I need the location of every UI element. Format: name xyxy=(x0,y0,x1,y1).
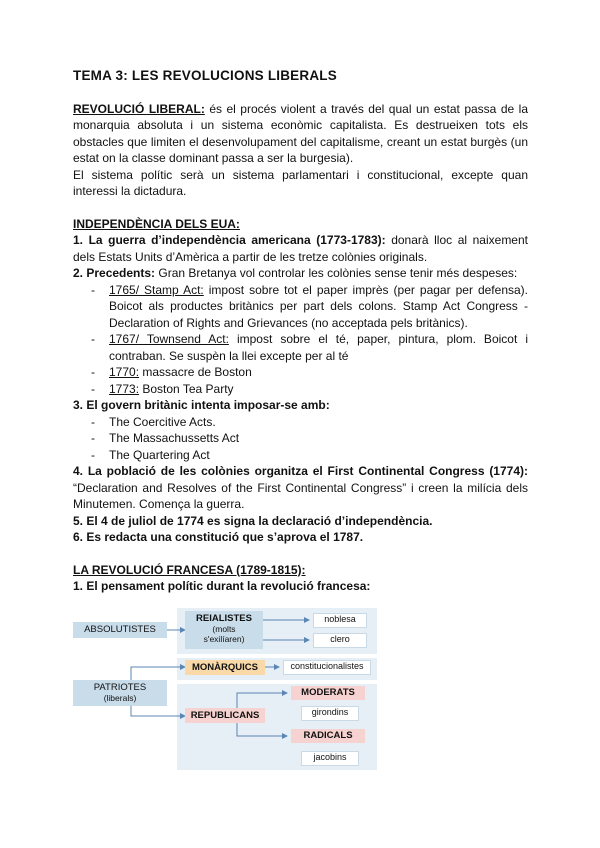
precedent-date: 1767/ Townsend Act: xyxy=(109,332,229,346)
liberal-term: REVOLUCIÓ LIBERAL: xyxy=(73,101,205,116)
usa-item-1-text: donarà lloc al naixement dels Estats Units d’Amèrica a partir de les tretze colònies originals. xyxy=(73,233,528,264)
usa-item-1-bold: 1. La guerra d’independència americana (1773-1783): xyxy=(73,233,386,247)
clero-box: clero xyxy=(313,633,367,648)
reialistes-note: (molts s'exilíaren) xyxy=(203,624,245,644)
absolutistes-box: ABSOLUTISTES xyxy=(73,622,167,638)
jacobins-box: jacobins xyxy=(301,751,359,766)
section-french-revolution xyxy=(73,562,528,595)
list-item xyxy=(73,282,528,332)
usa-item-5: 5. El 4 de juliol de 1774 es signa la declaració d’independència. xyxy=(73,513,433,528)
patriotes-label: PATRIOTES xyxy=(93,682,147,693)
usa-item-3: 3. El govern britànic intenta imposar-se amb: xyxy=(73,398,330,412)
list-item xyxy=(73,364,528,381)
precedent-text: impost sobre tot el paper imprès (per pagar per defensa). Boicot als productes britànics per part dels colons. Stamp Act Congress - Declaration of Rights and Grievances (no acceptada pels britànics). xyxy=(109,282,528,330)
liberal-definition xyxy=(73,101,528,167)
usa-item-2 xyxy=(73,265,528,282)
radicals-box: RADICALS xyxy=(291,729,365,743)
acts-list xyxy=(73,414,528,464)
arrow-patriotes-monarquics xyxy=(131,667,185,680)
precedent-text: massacre de Boston xyxy=(139,365,252,379)
list-item xyxy=(73,381,528,398)
constitucionalistes-box: constitucionalistes xyxy=(283,660,371,675)
precedents-list xyxy=(73,282,528,398)
page-title: TEMA 3: LES REVOLUCIONS LIBERALS xyxy=(73,68,337,83)
section-liberal-revolution xyxy=(73,101,528,200)
girondins-box: girondins xyxy=(301,706,359,721)
list-item: - The Quartering Act xyxy=(73,447,528,464)
usa-heading: INDEPENDÈNCIA DELS EUA: xyxy=(73,216,240,231)
list-item: - The Massachussetts Act xyxy=(73,430,528,447)
usa-item-4 xyxy=(73,463,528,513)
usa-item-1 xyxy=(73,232,528,265)
list-item xyxy=(73,331,528,364)
noblesa-box: noblesa xyxy=(313,613,367,628)
usa-item-6: 6. Es redacta una constitució que s’aprova el 1787. xyxy=(73,530,364,544)
precedent-date: 1770: xyxy=(109,365,140,379)
liberal-text: és el procés violent a través del qual un estat passa de la monarquia absoluta i un sistema econòmic capitalista. Es destrueixen tots els obstacles que limiten el desenvolupament del capitalisme, creant un estat burgès (un estat on la classe dominant passa a ser la burgesia). xyxy=(73,101,529,165)
reialistes-label: REIALISTES xyxy=(196,613,252,624)
monarquics-box: MONÀRQUICS xyxy=(185,660,265,675)
usa-item-2-text: Gran Bretanya vol controlar les colònies sense tenir més despeses: xyxy=(155,266,518,280)
list-item: - The Coercitive Acts. xyxy=(73,414,528,431)
usa-item-4-text: “Declaration and Resolves of the First Continental Congress” i creen la milícia dels Minutemen. Comença la guerra. xyxy=(73,480,528,511)
republicans-box: REPUBLICANS xyxy=(185,708,265,723)
precedent-date: 1773: xyxy=(109,381,140,396)
patriotes-box xyxy=(73,680,167,706)
precedent-date: 1765/ Stamp Act: xyxy=(109,282,204,297)
section-usa-independence xyxy=(73,216,528,546)
patriotes-note: (liberals) xyxy=(103,693,137,703)
political-thought-diagram xyxy=(73,608,383,772)
usa-item-2-bold: 2. Precedents: xyxy=(73,266,156,280)
document-page xyxy=(73,68,528,611)
moderats-box: MODERATS xyxy=(291,686,365,700)
arrow-patriotes-republicans xyxy=(131,706,185,716)
usa-item-4-bold: 4. La població de les colònies organitza el First Continental Congress (1774): xyxy=(73,464,528,478)
precedent-text: Boston Tea Party xyxy=(139,381,234,396)
precedent-text: impost sobre el té, paper, pintura, plom. Boicot i contraban. Se suspèn la llei excepte per al té xyxy=(109,332,528,363)
french-heading: LA REVOLUCIÓ FRANCESA (1789-1815): xyxy=(73,562,306,577)
french-subheading: 1. El pensament polític durant la revolució francesa: xyxy=(73,579,371,593)
reialistes-box xyxy=(185,611,263,649)
liberal-political-system: El sistema polític serà un sistema parlamentari i constitucional, excepte quan interessi la dictadura. xyxy=(73,167,528,198)
